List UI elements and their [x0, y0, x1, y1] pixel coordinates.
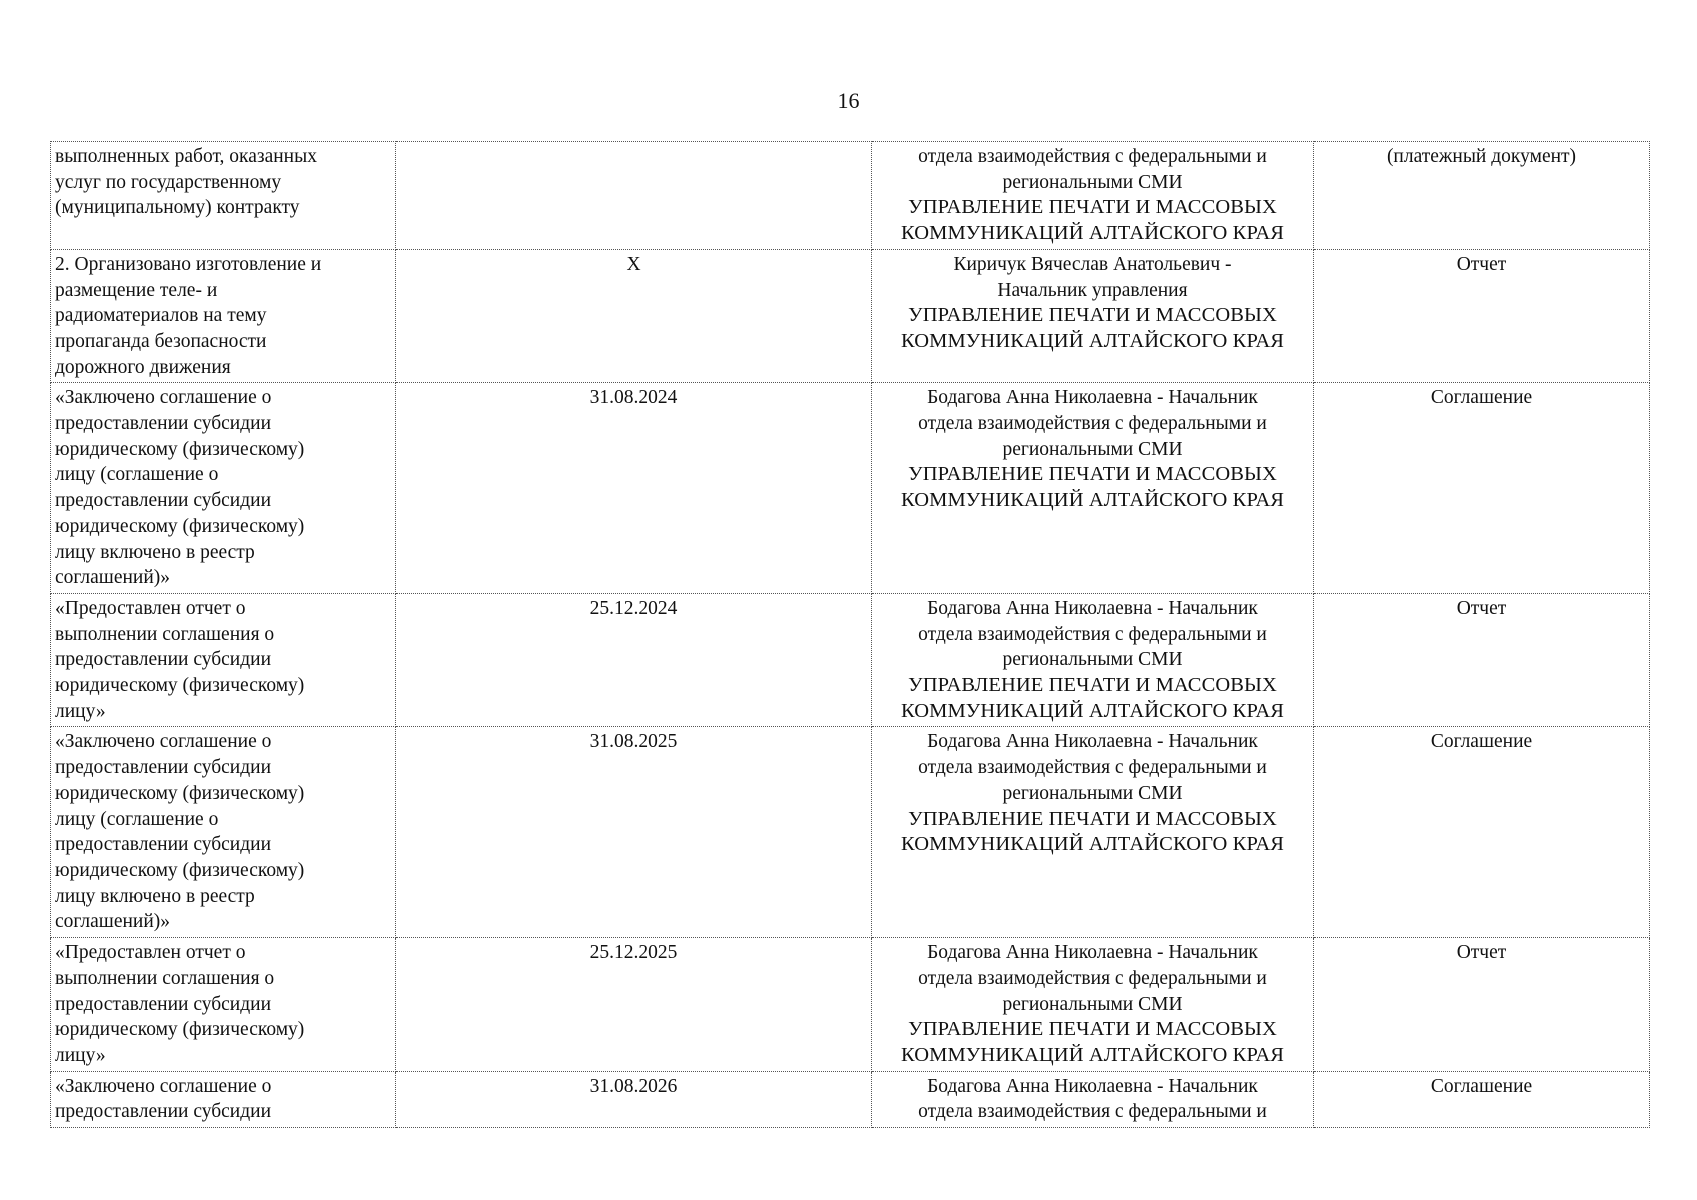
event-text-line: услуг по государственному	[55, 171, 282, 193]
event-text-line: пропаганда безопасности	[55, 330, 267, 352]
responsible-person-line: региональными СМИ	[1002, 782, 1183, 804]
event-text-line: радиоматериалов на тему	[55, 305, 267, 327]
page-number: 16	[837, 88, 860, 113]
event-text-line: лицу (соглашение о	[55, 464, 219, 486]
cell-date	[396, 593, 872, 727]
responsible-person-line: Бодагова Анна Николаевна - Начальник	[927, 1075, 1258, 1097]
organization-name-line: КОММУНИКАЦИЙ АЛТАЙСКОГО КРАЯ	[900, 1043, 1285, 1066]
event-text-line: лицу»	[55, 700, 106, 722]
responsible-person-line: Бодагова Анна Николаевна - Начальник	[927, 942, 1258, 964]
event-text-line: предоставлении субсидии	[55, 490, 272, 512]
cell-document-type	[1314, 727, 1650, 938]
organization-name-line: УПРАВЛЕНИЕ ПЕЧАТИ И МАССОВЫХ	[908, 807, 1277, 830]
event-text-line: юридическому (физическому)	[55, 782, 305, 804]
event-text-line: выполнении соглашения о	[55, 623, 275, 645]
event-text-line: предоставлении субсидии	[55, 1101, 272, 1123]
cell-date	[396, 249, 872, 383]
event-text-line: юридическому (физическому)	[55, 515, 305, 537]
responsible-person-line: региональными СМИ	[1002, 438, 1183, 460]
event-text-line: лицу»	[55, 1044, 106, 1066]
event-text-line: предоставлении субсидии	[55, 834, 272, 856]
cell-event	[51, 249, 396, 383]
cell-date	[396, 383, 872, 594]
responsible-person-line: отдела взаимодействия с федеральными и	[918, 1101, 1267, 1123]
responsible-person-line: отдела взаимодействия с федеральными и	[918, 413, 1267, 435]
cell-responsible	[872, 249, 1314, 383]
table-row	[51, 249, 1650, 383]
table-row	[51, 938, 1650, 1072]
event-text-line: «Заключено соглашение о	[55, 731, 272, 753]
responsible-person-line: региональными СМИ	[1002, 171, 1183, 193]
cell-event	[51, 938, 396, 1072]
event-text-line: выполненных работ, оказанных	[55, 146, 317, 167]
event-text-line: «Предоставлен отчет о	[55, 597, 246, 619]
organization-name-line: КОММУНИКАЦИЙ АЛТАЙСКОГО КРАЯ	[900, 489, 1285, 512]
cell-date	[396, 727, 872, 938]
event-text-line: лицу (соглашение о	[55, 808, 219, 830]
responsible-person-line: отдела взаимодействия с федеральными и	[918, 757, 1267, 779]
organization-name-line: УПРАВЛЕНИЕ ПЕЧАТИ И МАССОВЫХ	[908, 463, 1277, 486]
responsible-person-line: Бодагова Анна Николаевна - Начальник	[927, 387, 1258, 409]
document-type: Отчет	[1456, 597, 1507, 619]
due-date: X	[626, 253, 641, 275]
cell-document-type	[1314, 142, 1650, 250]
responsible-person-line: Начальник управления	[997, 279, 1188, 301]
event-text-line: «Заключено соглашение о	[55, 387, 272, 409]
organization-name-line: УПРАВЛЕНИЕ ПЕЧАТИ И МАССОВЫХ	[908, 304, 1277, 327]
event-text-line: «Предоставлен отчет о	[55, 942, 246, 964]
control-points-table	[50, 141, 1650, 1128]
organization-name-line: УПРАВЛЕНИЕ ПЕЧАТИ И МАССОВЫХ	[908, 674, 1277, 697]
cell-document-type	[1314, 1071, 1650, 1127]
event-text-line: лицу включено в реестр	[55, 541, 255, 563]
cell-responsible	[872, 593, 1314, 727]
document-type: Соглашение	[1430, 1075, 1533, 1097]
cell-date	[396, 1071, 872, 1127]
cell-document-type	[1314, 593, 1650, 727]
responsible-person-line: Киричук Вячеслав Анатольевич -	[953, 253, 1232, 275]
event-text-line: юридическому (физическому)	[55, 1019, 305, 1041]
table-row	[51, 593, 1650, 727]
table-row	[51, 1071, 1650, 1127]
event-text-line: юридическому (физическому)	[55, 675, 305, 697]
cell-responsible	[872, 938, 1314, 1072]
organization-name-line: УПРАВЛЕНИЕ ПЕЧАТИ И МАССОВЫХ	[908, 1018, 1277, 1041]
event-text-line: дорожного движения	[55, 356, 231, 378]
event-text-line: предоставлении субсидии	[55, 993, 272, 1015]
organization-name-line: КОММУНИКАЦИЙ АЛТАЙСКОГО КРАЯ	[900, 833, 1285, 856]
due-date: 31.08.2026	[589, 1075, 678, 1097]
cell-event	[51, 593, 396, 727]
table-row	[51, 142, 1650, 250]
event-text-line: соглашений)»	[55, 567, 171, 589]
event-text-line: предоставлении субсидии	[55, 413, 272, 435]
responsible-person-line: Бодагова Анна Николаевна - Начальник	[927, 597, 1258, 619]
responsible-person-line: отдела взаимодействия с федеральными и	[918, 623, 1267, 645]
event-text-line: размещение теле- и	[55, 279, 218, 301]
cell-event	[51, 1071, 396, 1127]
responsible-person-line: отдела взаимодействия с федеральными и	[918, 146, 1267, 167]
cell-event	[51, 142, 396, 250]
event-text-line: «Заключено соглашение о	[55, 1075, 272, 1097]
event-text-line: предоставлении субсидии	[55, 649, 272, 671]
cell-responsible	[872, 383, 1314, 594]
responsible-person-line: региональными СМИ	[1002, 993, 1183, 1015]
document-type: Соглашение	[1430, 731, 1533, 753]
event-text-line: юридическому (физическому)	[55, 859, 305, 881]
event-text-line: 2. Организовано изготовление и	[55, 253, 322, 275]
responsible-person-line: Бодагова Анна Николаевна - Начальник	[927, 731, 1258, 753]
responsible-person-line: региональными СМИ	[1002, 649, 1183, 671]
event-text-line: (муниципальному) контракту	[55, 197, 300, 219]
document-type: Отчет	[1456, 942, 1507, 964]
cell-event	[51, 727, 396, 938]
organization-name-line: КОММУНИКАЦИЙ АЛТАЙСКОГО КРАЯ	[900, 329, 1285, 352]
cell-document-type	[1314, 383, 1650, 594]
event-text-line: предоставлении субсидии	[55, 757, 272, 779]
table-body	[51, 142, 1650, 1128]
organization-name-line: КОММУНИКАЦИЙ АЛТАЙСКОГО КРАЯ	[900, 222, 1285, 245]
document-type: (платежный документ)	[1386, 146, 1577, 167]
table-row	[51, 383, 1650, 594]
event-text-line: соглашений)»	[55, 911, 171, 933]
document-type: Соглашение	[1430, 387, 1533, 409]
cell-date	[396, 938, 872, 1072]
due-date: 31.08.2025	[589, 731, 678, 753]
cell-responsible	[872, 142, 1314, 250]
cell-document-type	[1314, 938, 1650, 1072]
cell-date	[396, 142, 872, 250]
event-text-line: лицу включено в реестр	[55, 885, 255, 907]
cell-responsible	[872, 1071, 1314, 1127]
due-date: 25.12.2024	[589, 597, 678, 619]
cell-document-type	[1314, 249, 1650, 383]
due-date: 25.12.2025	[589, 942, 678, 964]
event-text-line: выполнении соглашения о	[55, 967, 275, 989]
organization-name-line: УПРАВЛЕНИЕ ПЕЧАТИ И МАССОВЫХ	[908, 196, 1277, 219]
responsible-person-line: отдела взаимодействия с федеральными и	[918, 967, 1267, 989]
cell-responsible	[872, 727, 1314, 938]
table-row	[51, 727, 1650, 938]
event-text-line: юридическому (физическому)	[55, 438, 305, 460]
document-type: Отчет	[1456, 253, 1507, 275]
cell-event	[51, 383, 396, 594]
organization-name-line: КОММУНИКАЦИЙ АЛТАЙСКОГО КРАЯ	[900, 699, 1285, 722]
due-date: 31.08.2024	[589, 387, 678, 409]
